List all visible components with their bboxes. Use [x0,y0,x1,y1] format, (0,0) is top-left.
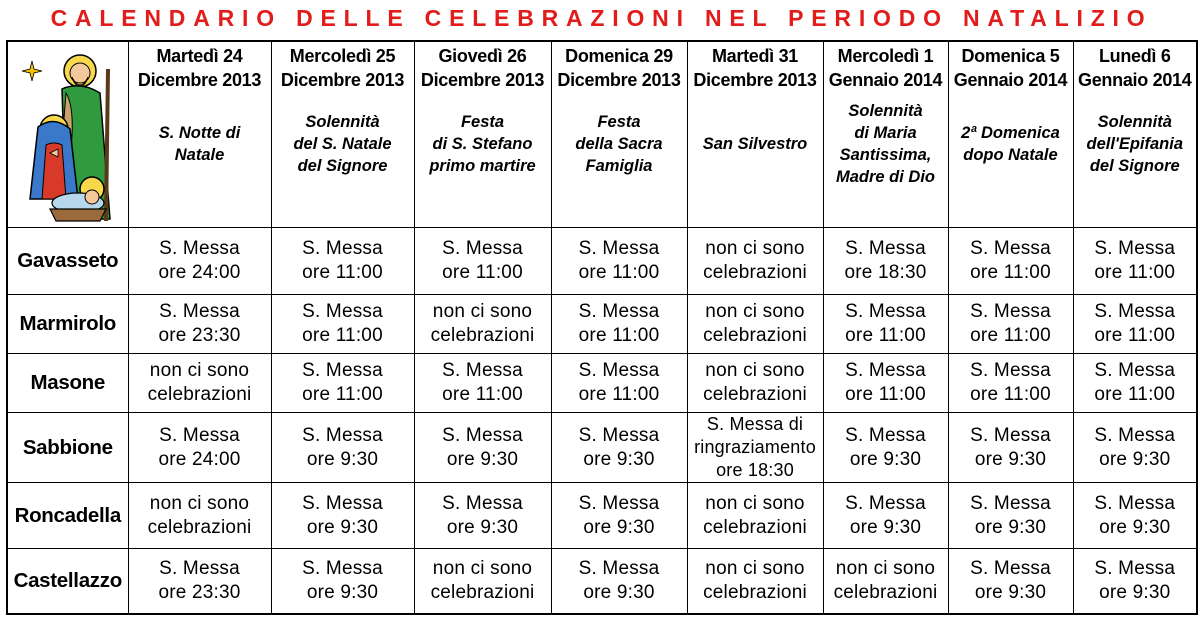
celebration-cell: S. Messa ore 24:00 [128,228,271,295]
parish-name: Roncadella [7,483,128,549]
celebration-cell: S. Messa ore 9:30 [823,483,948,549]
celebration-cell: S. Messa ore 9:30 [414,483,551,549]
celebration-cell: non ci sono celebrazioni [823,548,948,614]
column-date [415,42,551,92]
date-line1: Lunedì 6 [1098,46,1171,66]
celebration-cell: S. Messa ore 24:00 [128,412,271,483]
celebration-cell: non ci sono celebrazioni [414,548,551,614]
celebration-cell: non ci sono celebrazioni [687,548,823,614]
header-col-2 [271,41,414,228]
celebration-cell: S. Messa ore 18:30 [823,228,948,295]
table-row [7,483,1197,549]
header-col-3 [414,41,551,228]
date-line2: Dicembre 2013 [420,70,545,90]
column-feast: Festa della Sacra Famiglia [575,113,663,175]
celebration-cell: S. Messa ore 9:30 [1073,483,1197,549]
header-row [7,41,1197,228]
date-line1: Domenica 5 [961,46,1060,66]
celebration-cell: S. Messa ore 9:30 [1073,412,1197,483]
date-line2: Gennaio 2014 [1078,70,1192,90]
header-col-7 [948,41,1073,228]
table-row [7,354,1197,413]
celebration-cell: S. Messa ore 11:00 [271,354,414,413]
celebration-cell: S. Messa ore 9:30 [948,412,1073,483]
table-row [7,294,1197,354]
date-line1: Domenica 29 [565,46,673,66]
celebration-cell: non ci sono celebrazioni [128,354,271,413]
column-date [129,42,271,92]
celebration-cell: S. Messa ore 11:00 [551,228,687,295]
celebration-cell: S. Messa ore 9:30 [1073,548,1197,614]
column-date [1074,42,1197,92]
celebration-cell: S. Messa ore 9:30 [948,483,1073,549]
date-line2: Gennaio 2014 [828,70,943,90]
date-line1: Giovedì 26 [438,46,527,66]
celebration-cell: S. Messa ore 11:00 [1073,228,1197,295]
header-col-1 [128,41,271,228]
celebrations-table [6,40,1198,615]
celebration-cell: S. Messa ore 9:30 [271,412,414,483]
celebration-cell: S. Messa ore 11:00 [551,354,687,413]
celebration-cell: S. Messa ore 9:30 [271,483,414,549]
celebration-cell: S. Messa ore 9:30 [414,412,551,483]
date-line2: Dicembre 2013 [557,70,681,90]
celebration-cell: S. Messa di ringraziamento ore 18:30 [687,412,823,483]
column-feast: Solennità del S. Natale del Signore [293,113,392,175]
table-row [7,548,1197,614]
celebration-cell: non ci sono celebrazioni [687,228,823,295]
celebration-cell: S. Messa ore 11:00 [948,354,1073,413]
celebration-cell: S. Messa ore 11:00 [948,294,1073,354]
header-col-4 [551,41,687,228]
celebration-cell: non ci sono celebrazioni [128,483,271,549]
celebration-cell: S. Messa ore 23:30 [128,548,271,614]
date-line1: Mercoledì 1 [837,46,934,66]
page-title: CALENDARIO DELLE CELEBRAZIONI NEL PERIODO NATALIZIO [50,5,1153,31]
celebration-cell: non ci sono celebrazioni [687,294,823,354]
column-feast: Solennità di Maria Santissima, Madre di Dio [835,102,935,186]
table-row [7,228,1197,295]
celebration-cell: S. Messa ore 11:00 [823,294,948,354]
date-line1: Mercoledì 25 [289,46,396,66]
date-line2: Dicembre 2013 [137,70,262,90]
celebration-cell: S. Messa ore 9:30 [551,483,687,549]
celebration-cell: non ci sono celebrazioni [687,483,823,549]
celebration-cell: S. Messa ore 11:00 [551,294,687,354]
celebration-cell: S. Messa ore 23:30 [128,294,271,354]
parish-name: Marmirolo [7,294,128,354]
celebration-cell: S. Messa ore 9:30 [823,412,948,483]
date-line2: Gennaio 2014 [953,70,1068,90]
date-line1: Martedì 31 [711,46,799,66]
header-col-5 [687,41,823,228]
celebration-cell: S. Messa ore 11:00 [823,354,948,413]
column-date [552,42,687,92]
celebration-cell: S. Messa ore 11:00 [271,228,414,295]
celebration-cell: S. Messa ore 11:00 [271,294,414,354]
corner-cell [7,41,128,228]
celebration-cell: S. Messa ore 9:30 [551,548,687,614]
date-line2: Dicembre 2013 [693,70,817,90]
celebration-cell: non ci sono celebrazioni [687,354,823,413]
column-feast: Festa di S. Stefano primo martire [429,113,536,175]
table-row [7,412,1197,483]
parish-name: Sabbione [7,412,128,483]
header-col-8 [1073,41,1197,228]
parish-name: Gavasseto [7,228,128,295]
celebration-cell: S. Messa ore 11:00 [414,228,551,295]
date-line2: Dicembre 2013 [280,70,405,90]
celebration-cell: S. Messa ore 11:00 [1073,294,1197,354]
column-feast: Solennità dell'Epifania del Signore [1086,113,1184,175]
celebration-cell: S. Messa ore 11:00 [1073,354,1197,413]
celebration-cell: S. Messa ore 11:00 [414,354,551,413]
celebration-cell: S. Messa ore 9:30 [271,548,414,614]
column-feast: S. Notte di Natale [158,124,241,164]
header-col-6 [823,41,948,228]
parish-name: Masone [7,354,128,413]
celebration-cell: non ci sono celebrazioni [414,294,551,354]
parish-name: Castellazzo [7,548,128,614]
date-line1: Martedì 24 [156,46,243,66]
celebration-cell: S. Messa ore 9:30 [948,548,1073,614]
column-date [272,42,414,92]
column-date [949,42,1073,92]
nativity-icon [20,49,116,225]
column-date [688,42,823,92]
column-date [824,42,948,92]
column-feast: San Silvestro [702,135,808,153]
celebration-cell: S. Messa ore 9:30 [551,412,687,483]
celebration-cell: S. Messa ore 11:00 [948,228,1073,295]
column-feast: 2ª Domenica dopo Natale [961,124,1060,164]
